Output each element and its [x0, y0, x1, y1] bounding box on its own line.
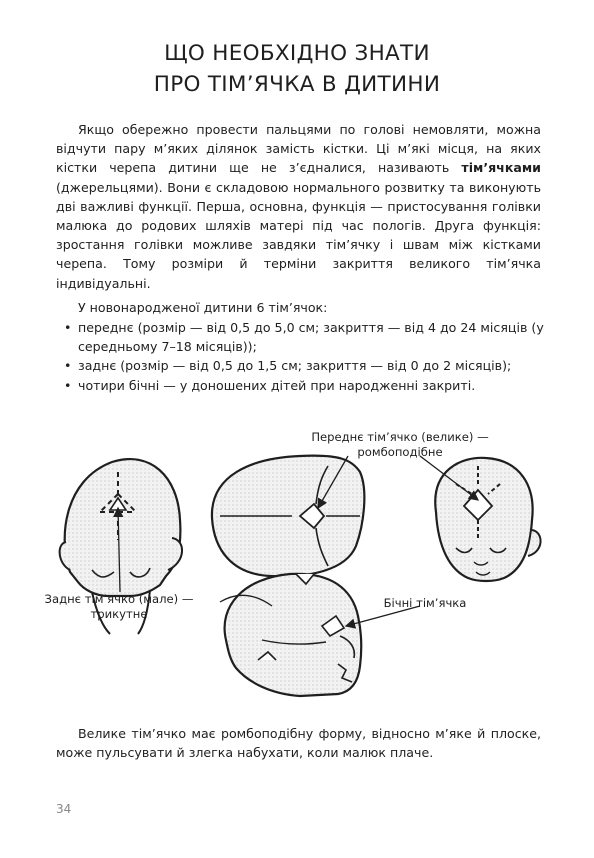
- title-line-2: ПРО ТІМ’ЯЧКА В ДИТИНИ: [153, 72, 441, 97]
- list-item: • заднє (розмір — від 0,5 до 1,5 см; закриття — від 0 до 2 місяців);: [56, 356, 546, 375]
- term-fontanelles: тім’ячками: [461, 160, 541, 176]
- top-skull-drawing: [212, 456, 364, 577]
- intro-paragraph: [56, 120, 541, 293]
- list-intro: У новонародженої дитини 6 тім’ячок:: [78, 300, 328, 315]
- page-number: 34: [56, 802, 72, 816]
- list-item: • чотири бічні — у доношених дітей при народженні закриті.: [56, 376, 546, 395]
- back-label-line-1: Заднє тім’ячко (мале) —: [44, 592, 194, 606]
- back-label-line-2: трикутне: [90, 607, 148, 621]
- closing-paragraph: Велике тім’ячко має ромбоподібну форму, відносно м’яке й плоске, може пульсувати й злегка набухати, коли малюк плаче.: [56, 726, 541, 761]
- fontanelle-list: [56, 318, 546, 395]
- skull-drawings: [0, 420, 594, 710]
- front-label-line-2: ромбоподібне: [357, 445, 443, 459]
- back-fontanelle-label: [24, 592, 214, 622]
- side-fontanelles-label: Бічні тім’ячка: [383, 596, 467, 610]
- intro-text-a: Якщо обережно провести пальцями по голові немовляти, можна відчути пару м’яких ділянок замість кістки. Ці м’які місця, на яких кістки черепа дитини ще не з’єдналися, називають: [56, 122, 541, 176]
- front-face-drawing: [435, 458, 540, 581]
- side-skull-drawing: [225, 574, 362, 696]
- front-fontanelle-label: [290, 430, 510, 460]
- title-line-1: ЩО НЕОБХІДНО ЗНАТИ: [164, 41, 430, 66]
- page-title: [0, 38, 594, 100]
- list-item: • переднє (розмір — від 0,5 до 5,0 см; закриття — від 4 до 24 місяців (у середньому 7–18 місяців));: [56, 318, 546, 356]
- front-label-line-1: Переднє тім’ячко (велике) —: [311, 430, 489, 444]
- intro-text-b: (джерельцями). Вони є складовою нормального розвитку та виконують дві важливі функції. Перша, основна, функція — пристосування голівки малюка до родових шляхів матері під час пологів. Друга функція: зростання голівки можливе завдяки тім’ячку і швам між кістками черепа. Тому розміри й терміни закриття великого тім’ячка індивідуальні.: [56, 179, 541, 291]
- fontanelle-illustration: [0, 420, 594, 710]
